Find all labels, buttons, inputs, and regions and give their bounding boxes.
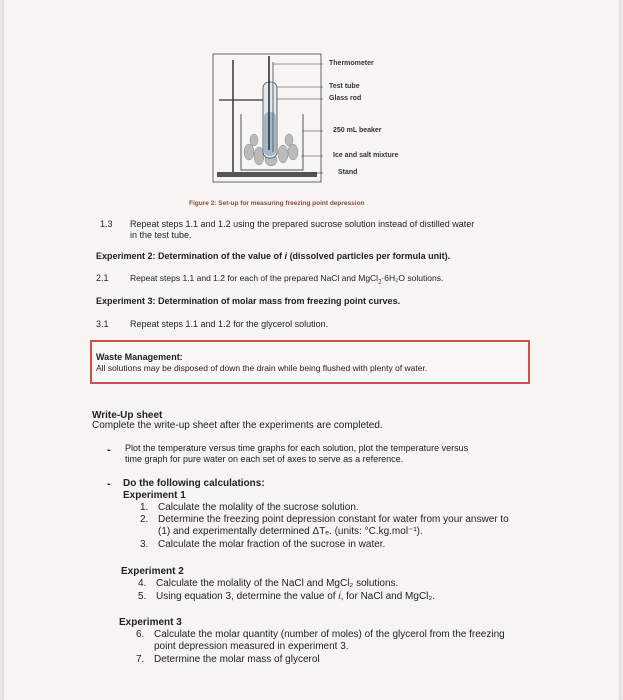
label-beaker: 250 mL beaker	[333, 127, 382, 134]
stand-base	[217, 172, 317, 177]
item-6-text-line1: Calculate the molar quantity (number of moles) of the glycerol from the freezing	[154, 629, 505, 640]
writeup-title: Write-Up sheet	[92, 410, 163, 421]
bullet-dash-1: -	[107, 444, 111, 456]
step-2-1-number: 2.1	[96, 273, 109, 283]
step-3-1-text: Repeat steps 1.1 and 1.2 for the glycerol solution.	[130, 319, 329, 329]
item-3-text: Calculate the molar fraction of the sucrose in water.	[158, 539, 386, 550]
figure-caption: Figure 2: Set-up for measuring freezing point depression	[189, 200, 365, 207]
experiment-3-heading: Experiment 3: Determination of molar mass from freezing point curves.	[96, 296, 401, 306]
item-1-number: 1.	[140, 502, 149, 513]
writeup-subtitle: Complete the write-up sheet after the experiments are completed.	[92, 420, 383, 431]
waste-management-box	[90, 340, 530, 384]
waste-text: All solutions may be disposed of down the drain while being flushed with plenty of water.	[96, 363, 428, 373]
item-6-text-line2: point depression measured in experiment 3.	[154, 641, 349, 652]
item-1-text: Calculate the molality of the sucrose solution.	[158, 502, 359, 513]
bullet1-line2: time graph for pure water on each set of axes to serve as a reference.	[125, 454, 404, 464]
step-3-1-number: 3.1	[96, 319, 109, 329]
label-glass-rod: Glass rod	[329, 95, 362, 102]
item-2-number: 2.	[140, 514, 149, 525]
step-1-3-text-line2: in the test tube.	[130, 230, 192, 240]
step-2-1-text: Repeat steps 1.1 and 1.2 for each of the prepared NaCl and MgCl$_2$·6H₂O solutions.	[130, 273, 444, 286]
writeup-experiment-3-title: Experiment 3	[119, 617, 182, 628]
item-2-text-line1: Determine the freezing point depression constant for water from your answer to	[158, 514, 509, 525]
test-tube-solution	[264, 112, 276, 156]
bullet1-line1: Plot the temperature versus time graphs for each solution, plot the temperature versus	[125, 443, 469, 453]
bullet-dash-2: -	[107, 478, 111, 490]
writeup-experiment-2-title: Experiment 2	[121, 566, 184, 577]
item-4-number: 4.	[138, 578, 147, 589]
step-1-3-number: 1.3	[100, 219, 113, 229]
writeup-experiment-1-title: Experiment 1	[123, 490, 186, 501]
item-5-text: Using equation 3, determine the value of i, for NaCl and MgCl₂.	[156, 591, 436, 602]
item-5-number: 5.	[138, 591, 147, 602]
label-thermometer: Thermometer	[329, 60, 374, 67]
label-stand: Stand	[338, 169, 358, 176]
item-3-number: 3.	[140, 539, 149, 550]
document-page	[4, 0, 619, 700]
item-7-text: Determine the molar mass of glycerol	[154, 654, 320, 665]
item-4-text: Calculate the molality of the NaCl and MgCl₂ solutions.	[156, 578, 399, 589]
item-2-text-line2: (1) and experimentally determined ΔTₑ. (units: °C.kg.mol⁻¹).	[158, 526, 423, 537]
step-1-3-text-line1: Repeat steps 1.1 and 1.2 using the prepared sucrose solution instead of distilled water	[130, 219, 475, 229]
item-7-number: 7.	[136, 654, 145, 665]
label-test-tube: Test tube	[329, 83, 360, 90]
experiment-2-heading: Experiment 2: Determination of the value of i (dissolved particles per formula unit).	[96, 251, 451, 261]
bullet2-title: Do the following calculations:	[123, 478, 265, 489]
label-ice-salt: Ice and salt mixture	[333, 152, 399, 159]
item-6-number: 6.	[136, 629, 145, 640]
freezing-point-apparatus-figure	[211, 52, 421, 192]
waste-title: Waste Management:	[96, 352, 183, 362]
